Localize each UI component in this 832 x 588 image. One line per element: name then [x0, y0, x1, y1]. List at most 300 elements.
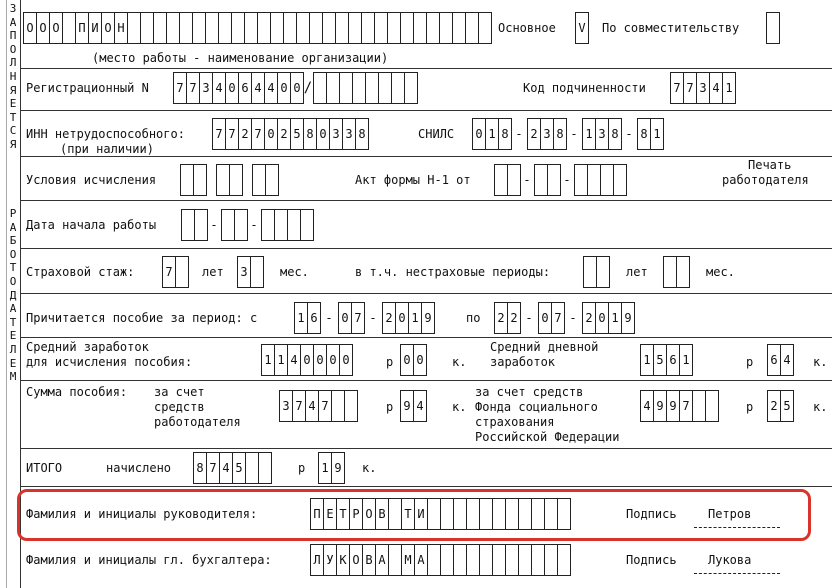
- form-cell: 0: [395, 302, 409, 334]
- form-cell: 0: [400, 344, 414, 376]
- form-cell: [322, 12, 336, 44]
- daily-earnings-rub-cells[interactable]: [640, 344, 692, 376]
- separator: -: [563, 173, 571, 187]
- form-cell: П: [310, 498, 324, 530]
- form-cell: [244, 12, 258, 44]
- accountant-sign-label: Подпись: [626, 553, 677, 567]
- empty-cell: [175, 256, 189, 288]
- part-time-checkbox[interactable]: [766, 12, 779, 44]
- form-cell: 8: [193, 452, 207, 484]
- part-time-value: [766, 12, 780, 44]
- start-date-cells[interactable]: [181, 209, 313, 241]
- form-cell: [62, 12, 76, 44]
- form-cell: 0: [538, 302, 552, 334]
- form-cell: 2: [507, 302, 521, 334]
- separator: -: [625, 127, 633, 141]
- form-cell: Е: [323, 498, 337, 530]
- period-to-cells[interactable]: [494, 302, 634, 334]
- side-letter: О: [9, 247, 17, 261]
- separator: -: [570, 127, 578, 141]
- side-letter: А: [9, 302, 17, 316]
- subordination-code-cells[interactable]: [670, 72, 735, 104]
- separator: -: [325, 311, 333, 325]
- form-cell: 4: [780, 344, 794, 376]
- form-cell: 1: [294, 302, 308, 334]
- divider: [20, 248, 832, 249]
- part-time-label: По совместительству: [602, 21, 740, 35]
- form-cell: [309, 12, 323, 44]
- director-signature: Петров: [708, 507, 752, 521]
- form-cell: В: [375, 498, 389, 530]
- form-cell: [274, 209, 288, 241]
- daily-earnings-label-2: заработок: [490, 355, 556, 369]
- form-cell: А: [375, 544, 389, 576]
- divider: [20, 68, 832, 69]
- form-cell: 1: [274, 344, 288, 376]
- form-cell: [378, 72, 392, 104]
- act-date-cells[interactable]: [494, 164, 626, 196]
- form-cell: [492, 498, 506, 530]
- months-label: мес.: [280, 265, 309, 279]
- main-job-checkbox[interactable]: [575, 12, 588, 44]
- side-letter: О: [9, 275, 17, 288]
- form-cell: 0: [413, 344, 427, 376]
- form-cell: 8: [498, 118, 512, 150]
- daily-kop-label: к.: [813, 355, 828, 369]
- side-letter: Я: [9, 83, 17, 97]
- form-cell: [231, 12, 245, 44]
- form-cell: 1: [485, 118, 499, 150]
- form-cell: 9: [621, 302, 635, 334]
- form-cell: 0: [290, 72, 304, 104]
- side-letter: Н: [9, 70, 17, 83]
- period-label: Причитается пособие за период: с: [26, 311, 258, 325]
- form-cell: 1: [650, 118, 664, 150]
- total-kop-cells[interactable]: [318, 452, 344, 484]
- form-cell: 4: [640, 390, 654, 422]
- form-cell: 2: [382, 302, 396, 334]
- side-letter: Т: [9, 261, 17, 275]
- form-cell: 6: [238, 72, 252, 104]
- total-rub-cells[interactable]: [193, 452, 271, 484]
- side-letter: З: [9, 2, 17, 15]
- period-to-label: по: [466, 311, 481, 325]
- form-cell: 7: [551, 302, 565, 334]
- daily-earnings-label: Средний дневной: [490, 340, 599, 354]
- rub-label: р: [386, 400, 394, 414]
- form-cell: [453, 544, 467, 576]
- form-cell: [166, 12, 180, 44]
- director-sign-label: Подпись: [626, 507, 677, 521]
- side-letter: Р: [9, 207, 17, 220]
- side-letter: С: [9, 124, 17, 138]
- form-cell: 8: [637, 118, 651, 150]
- form-cell: 0: [338, 302, 352, 334]
- fund-rub-label: р: [746, 400, 754, 414]
- divider: [20, 486, 832, 487]
- non-insurance-years-cells[interactable]: [583, 256, 609, 288]
- form-cell: 2: [277, 118, 291, 150]
- form-cell: [547, 164, 561, 196]
- form-cell: [361, 12, 375, 44]
- form-cell: 1: [679, 344, 693, 376]
- side-letter: А: [9, 220, 17, 234]
- form-cell: 2: [582, 302, 596, 334]
- side-letter: П: [9, 29, 17, 43]
- form-cell: 3: [342, 118, 356, 150]
- form-cell: [557, 544, 571, 576]
- form-cell: 3: [329, 118, 343, 150]
- snils-label: СНИЛС: [418, 127, 455, 141]
- form-cell: [388, 544, 402, 576]
- form-cell: 7: [251, 118, 265, 150]
- form-cell: [335, 12, 349, 44]
- form-cell: [331, 390, 345, 422]
- form-cell: [352, 72, 366, 104]
- form-cell: [427, 544, 441, 576]
- form-cell: [194, 209, 208, 241]
- form-cell: [391, 72, 405, 104]
- total-rub-label: р: [298, 461, 306, 475]
- form-cell: 0: [339, 344, 353, 376]
- form-cell: [705, 390, 719, 422]
- side-letter: Е: [9, 356, 17, 370]
- form-cell: [557, 498, 571, 530]
- form-cell: О: [101, 12, 115, 44]
- form-cell: 0: [225, 72, 239, 104]
- form-cell: У: [323, 544, 337, 576]
- form-cell: 5: [232, 452, 246, 484]
- separator: -: [250, 218, 258, 232]
- main-job-value: V: [575, 12, 589, 44]
- form-cell: 4: [212, 72, 226, 104]
- form-cell: [127, 12, 141, 44]
- non-insurance-label: в т.ч. нестраховые периоды:: [355, 265, 551, 279]
- form-cell: 6: [666, 344, 680, 376]
- form-cell: 0: [313, 344, 327, 376]
- separator: -: [369, 311, 377, 325]
- form-cell: В: [362, 544, 376, 576]
- form-cell: [505, 544, 519, 576]
- form-cell: 9: [331, 452, 345, 484]
- form-cell: [479, 498, 493, 530]
- form-cell: О: [36, 12, 50, 44]
- form-cell: [404, 72, 418, 104]
- years-label: лет: [202, 265, 224, 279]
- form-cell: [300, 209, 314, 241]
- form-cell: [613, 164, 627, 196]
- form-cell: [494, 164, 508, 196]
- total-kop-label: к.: [362, 461, 377, 475]
- fund-sum-kop-cells[interactable]: [767, 390, 793, 422]
- separator: -: [515, 127, 523, 141]
- form-cell: [192, 12, 206, 44]
- kop-label: к.: [452, 400, 467, 414]
- form-cell: 3: [199, 72, 213, 104]
- form-cell: [287, 209, 301, 241]
- form-cell: 1: [261, 344, 275, 376]
- form-cell: [544, 544, 558, 576]
- form-cell: 4: [287, 344, 301, 376]
- form-cell: 6: [767, 344, 781, 376]
- accountant-signature: Лукова: [708, 553, 752, 567]
- snils-cells[interactable]: [472, 118, 663, 150]
- form-cell: 0: [316, 118, 330, 150]
- form-cell: 8: [303, 118, 317, 150]
- form-cell: [596, 256, 610, 288]
- experience-years: 7: [162, 256, 176, 288]
- separator: -: [569, 311, 577, 325]
- form-cell: 1: [640, 344, 654, 376]
- director-name-label: Фамилия и инициалы руководителя:: [26, 507, 258, 521]
- employer-funds-1: за счет: [154, 385, 205, 399]
- form-cell: 9: [653, 390, 667, 422]
- accountant-name-cells[interactable]: [310, 544, 570, 576]
- form-cell: [439, 12, 453, 44]
- form-cell: [387, 12, 401, 44]
- calc-conditions-label: Условия исчисления: [26, 173, 157, 187]
- form-cell: 9: [666, 390, 680, 422]
- form-cell: 6: [307, 302, 321, 334]
- form-cell: 5: [290, 118, 304, 150]
- form-cell: [479, 544, 493, 576]
- avg-earnings-label-2: для исчисления пособия:: [26, 355, 193, 369]
- form-cell: [229, 164, 243, 196]
- separator: -: [523, 173, 531, 187]
- form-cell: [440, 498, 454, 530]
- form-cell: И: [414, 498, 428, 530]
- benefit-sum-label: Сумма пособия:: [26, 385, 128, 399]
- form-cell: [478, 12, 492, 44]
- form-cell: [452, 12, 466, 44]
- form-cell: 0: [472, 118, 486, 150]
- form-cell: [270, 12, 284, 44]
- form-cell: [140, 12, 154, 44]
- avg-earnings-label: Средний заработок: [26, 340, 149, 354]
- form-cell: Т: [336, 498, 350, 530]
- side-letter: Е: [9, 97, 17, 111]
- form-cell: [574, 164, 588, 196]
- form-cell: 3: [540, 118, 554, 150]
- organization-name-cells[interactable]: [23, 12, 491, 44]
- form-cell: К: [336, 544, 350, 576]
- form-cell: [348, 12, 362, 44]
- form-cell: [505, 498, 519, 530]
- side-letter: Д: [9, 288, 17, 302]
- form-cell: 1: [722, 72, 736, 104]
- non-insurance-months-label: мес.: [706, 265, 735, 279]
- form-cell: 1: [582, 118, 596, 150]
- side-letter: Е: [9, 329, 17, 343]
- form-cell: 7: [683, 72, 697, 104]
- spacer: [206, 164, 216, 196]
- total-accrued-label: начислено: [106, 461, 172, 475]
- form-cell: [426, 12, 440, 44]
- form-cell: [193, 164, 207, 196]
- form-cell: 2: [767, 390, 781, 422]
- form-cell: [534, 164, 548, 196]
- fund-label-2: Фонда социального: [475, 400, 598, 414]
- side-letter: Я: [9, 138, 17, 151]
- form-cell: 0: [277, 72, 291, 104]
- form-cell: Н: [114, 12, 128, 44]
- form-cell: И: [88, 12, 102, 44]
- form-cell: Т: [401, 498, 415, 530]
- form-cell: 5: [653, 344, 667, 376]
- form-cell: [440, 544, 454, 576]
- form-cell: [181, 209, 195, 241]
- form-cell: [453, 498, 467, 530]
- director-name-cells[interactable]: [310, 498, 570, 530]
- experience-months-cells[interactable]: [237, 256, 263, 288]
- form-cell: 8: [355, 118, 369, 150]
- form-cell: О: [23, 12, 37, 44]
- side-letter: Л: [9, 56, 17, 70]
- form-cell: 4: [709, 72, 723, 104]
- form-cell: [258, 452, 272, 484]
- side-letter: М: [9, 370, 17, 384]
- form-cell: О: [349, 544, 363, 576]
- form-cell: [466, 498, 480, 530]
- non-insurance-months-cells[interactable]: [663, 256, 689, 288]
- form-cell: [218, 12, 232, 44]
- divider: [20, 156, 832, 157]
- form-cell: [427, 498, 441, 530]
- avg-earnings-kop-cells[interactable]: [400, 344, 426, 376]
- form-cell: [587, 164, 601, 196]
- non-insurance-years-label: лет: [626, 265, 648, 279]
- avg-earnings-rub-cells[interactable]: [261, 344, 352, 376]
- form-cell: [388, 498, 402, 530]
- form-cell: [692, 390, 706, 422]
- form-cell: [179, 12, 193, 44]
- form-cell: 7: [225, 118, 239, 150]
- side-letter: Т: [9, 315, 17, 329]
- form-cell: [374, 12, 388, 44]
- stamp-label-employer: работодателя: [722, 173, 809, 187]
- form-cell: [507, 164, 521, 196]
- form-cell: 1: [318, 452, 332, 484]
- divider: [20, 448, 832, 449]
- experience-months: 3: [237, 256, 251, 288]
- fund-label-3: страхования: [475, 415, 555, 429]
- fund-label-1: за счет средств: [475, 385, 584, 399]
- divider: [20, 337, 832, 338]
- accountant-name-label: Фамилия и инициалы гл. бухгалтера:: [26, 553, 272, 567]
- form-cell: 3: [696, 72, 710, 104]
- fund-kop-label: к.: [813, 400, 828, 414]
- form-cell: 8: [553, 118, 567, 150]
- period-from-cells[interactable]: [294, 302, 434, 334]
- form-cell: [180, 164, 194, 196]
- fund-label-4: Российской Федерации: [475, 430, 620, 444]
- separator: /: [303, 80, 313, 96]
- form-cell: [518, 544, 532, 576]
- fund-sum-rub-cells[interactable]: [640, 390, 718, 422]
- form-cell: [326, 72, 340, 104]
- form-cell: [466, 544, 480, 576]
- form-cell: [531, 498, 545, 530]
- form-cell: [261, 209, 275, 241]
- subordination-code-label: Код подчиненности: [523, 81, 646, 95]
- form-cell: [245, 452, 259, 484]
- stamp-label: Печать: [748, 158, 792, 172]
- form-cell: 5: [780, 390, 794, 422]
- employer-funds-2: средств: [154, 400, 205, 414]
- form-cell: 7: [318, 390, 332, 422]
- side-letter: Б: [9, 234, 17, 248]
- form-cell: [234, 209, 248, 241]
- form-cell: 9: [400, 390, 414, 422]
- kop-label: к.: [452, 355, 467, 369]
- side-letter: Т: [9, 110, 17, 124]
- form-cell: 0: [595, 302, 609, 334]
- form-cell: О: [362, 498, 376, 530]
- form-cell: 0: [326, 344, 340, 376]
- spacer: [242, 164, 252, 196]
- form-cell: [313, 72, 327, 104]
- form-cell: 7: [186, 72, 200, 104]
- form-cell: [600, 164, 614, 196]
- side-letter: А: [9, 15, 17, 29]
- calc-conditions-cells[interactable]: [180, 164, 278, 196]
- form-cell: 4: [251, 72, 265, 104]
- experience-years-cells[interactable]: [162, 256, 188, 288]
- employer-sum-kop-cells[interactable]: [400, 390, 426, 422]
- form-cell: [339, 72, 353, 104]
- form-cell: [265, 164, 279, 196]
- form-cell: 8: [608, 118, 622, 150]
- form-cell: 7: [679, 390, 693, 422]
- inn-cells[interactable]: [212, 118, 368, 150]
- side-letter: Л: [9, 343, 17, 356]
- inn-label: ИНН нетрудоспособного:: [26, 127, 185, 141]
- form-cell: 7: [173, 72, 187, 104]
- form-cell: 4: [264, 72, 278, 104]
- form-cell: [400, 12, 414, 44]
- form-cell: [531, 544, 545, 576]
- form-cell: [413, 12, 427, 44]
- form-cell: [663, 256, 677, 288]
- reg-number-cells[interactable]: [173, 72, 417, 104]
- form-cell: [344, 390, 358, 422]
- form-cell: Р: [349, 498, 363, 530]
- form-cell: [216, 164, 230, 196]
- divider: [20, 293, 832, 294]
- form-cell: П: [75, 12, 89, 44]
- form-cell: [221, 209, 235, 241]
- form-cell: [153, 12, 167, 44]
- form-cell: [365, 72, 379, 104]
- employer-sum-rub-cells[interactable]: [279, 390, 357, 422]
- separator: -: [525, 311, 533, 325]
- form-cell: М: [401, 544, 415, 576]
- form-cell: 4: [413, 390, 427, 422]
- form-cell: 9: [421, 302, 435, 334]
- form-cell: 2: [494, 302, 508, 334]
- form-cell: 2: [238, 118, 252, 150]
- act-label: Акт формы Н-1 от: [355, 173, 471, 187]
- form-cell: 2: [527, 118, 541, 150]
- divider: [20, 110, 832, 111]
- form-cell: 4: [219, 452, 233, 484]
- separator: -: [210, 218, 218, 232]
- form-cell: [465, 12, 479, 44]
- start-date-label: Дата начала работы: [26, 218, 157, 232]
- form-cell: А: [414, 544, 428, 576]
- empty-cell: [250, 256, 264, 288]
- daily-earnings-kop-cells[interactable]: [767, 344, 793, 376]
